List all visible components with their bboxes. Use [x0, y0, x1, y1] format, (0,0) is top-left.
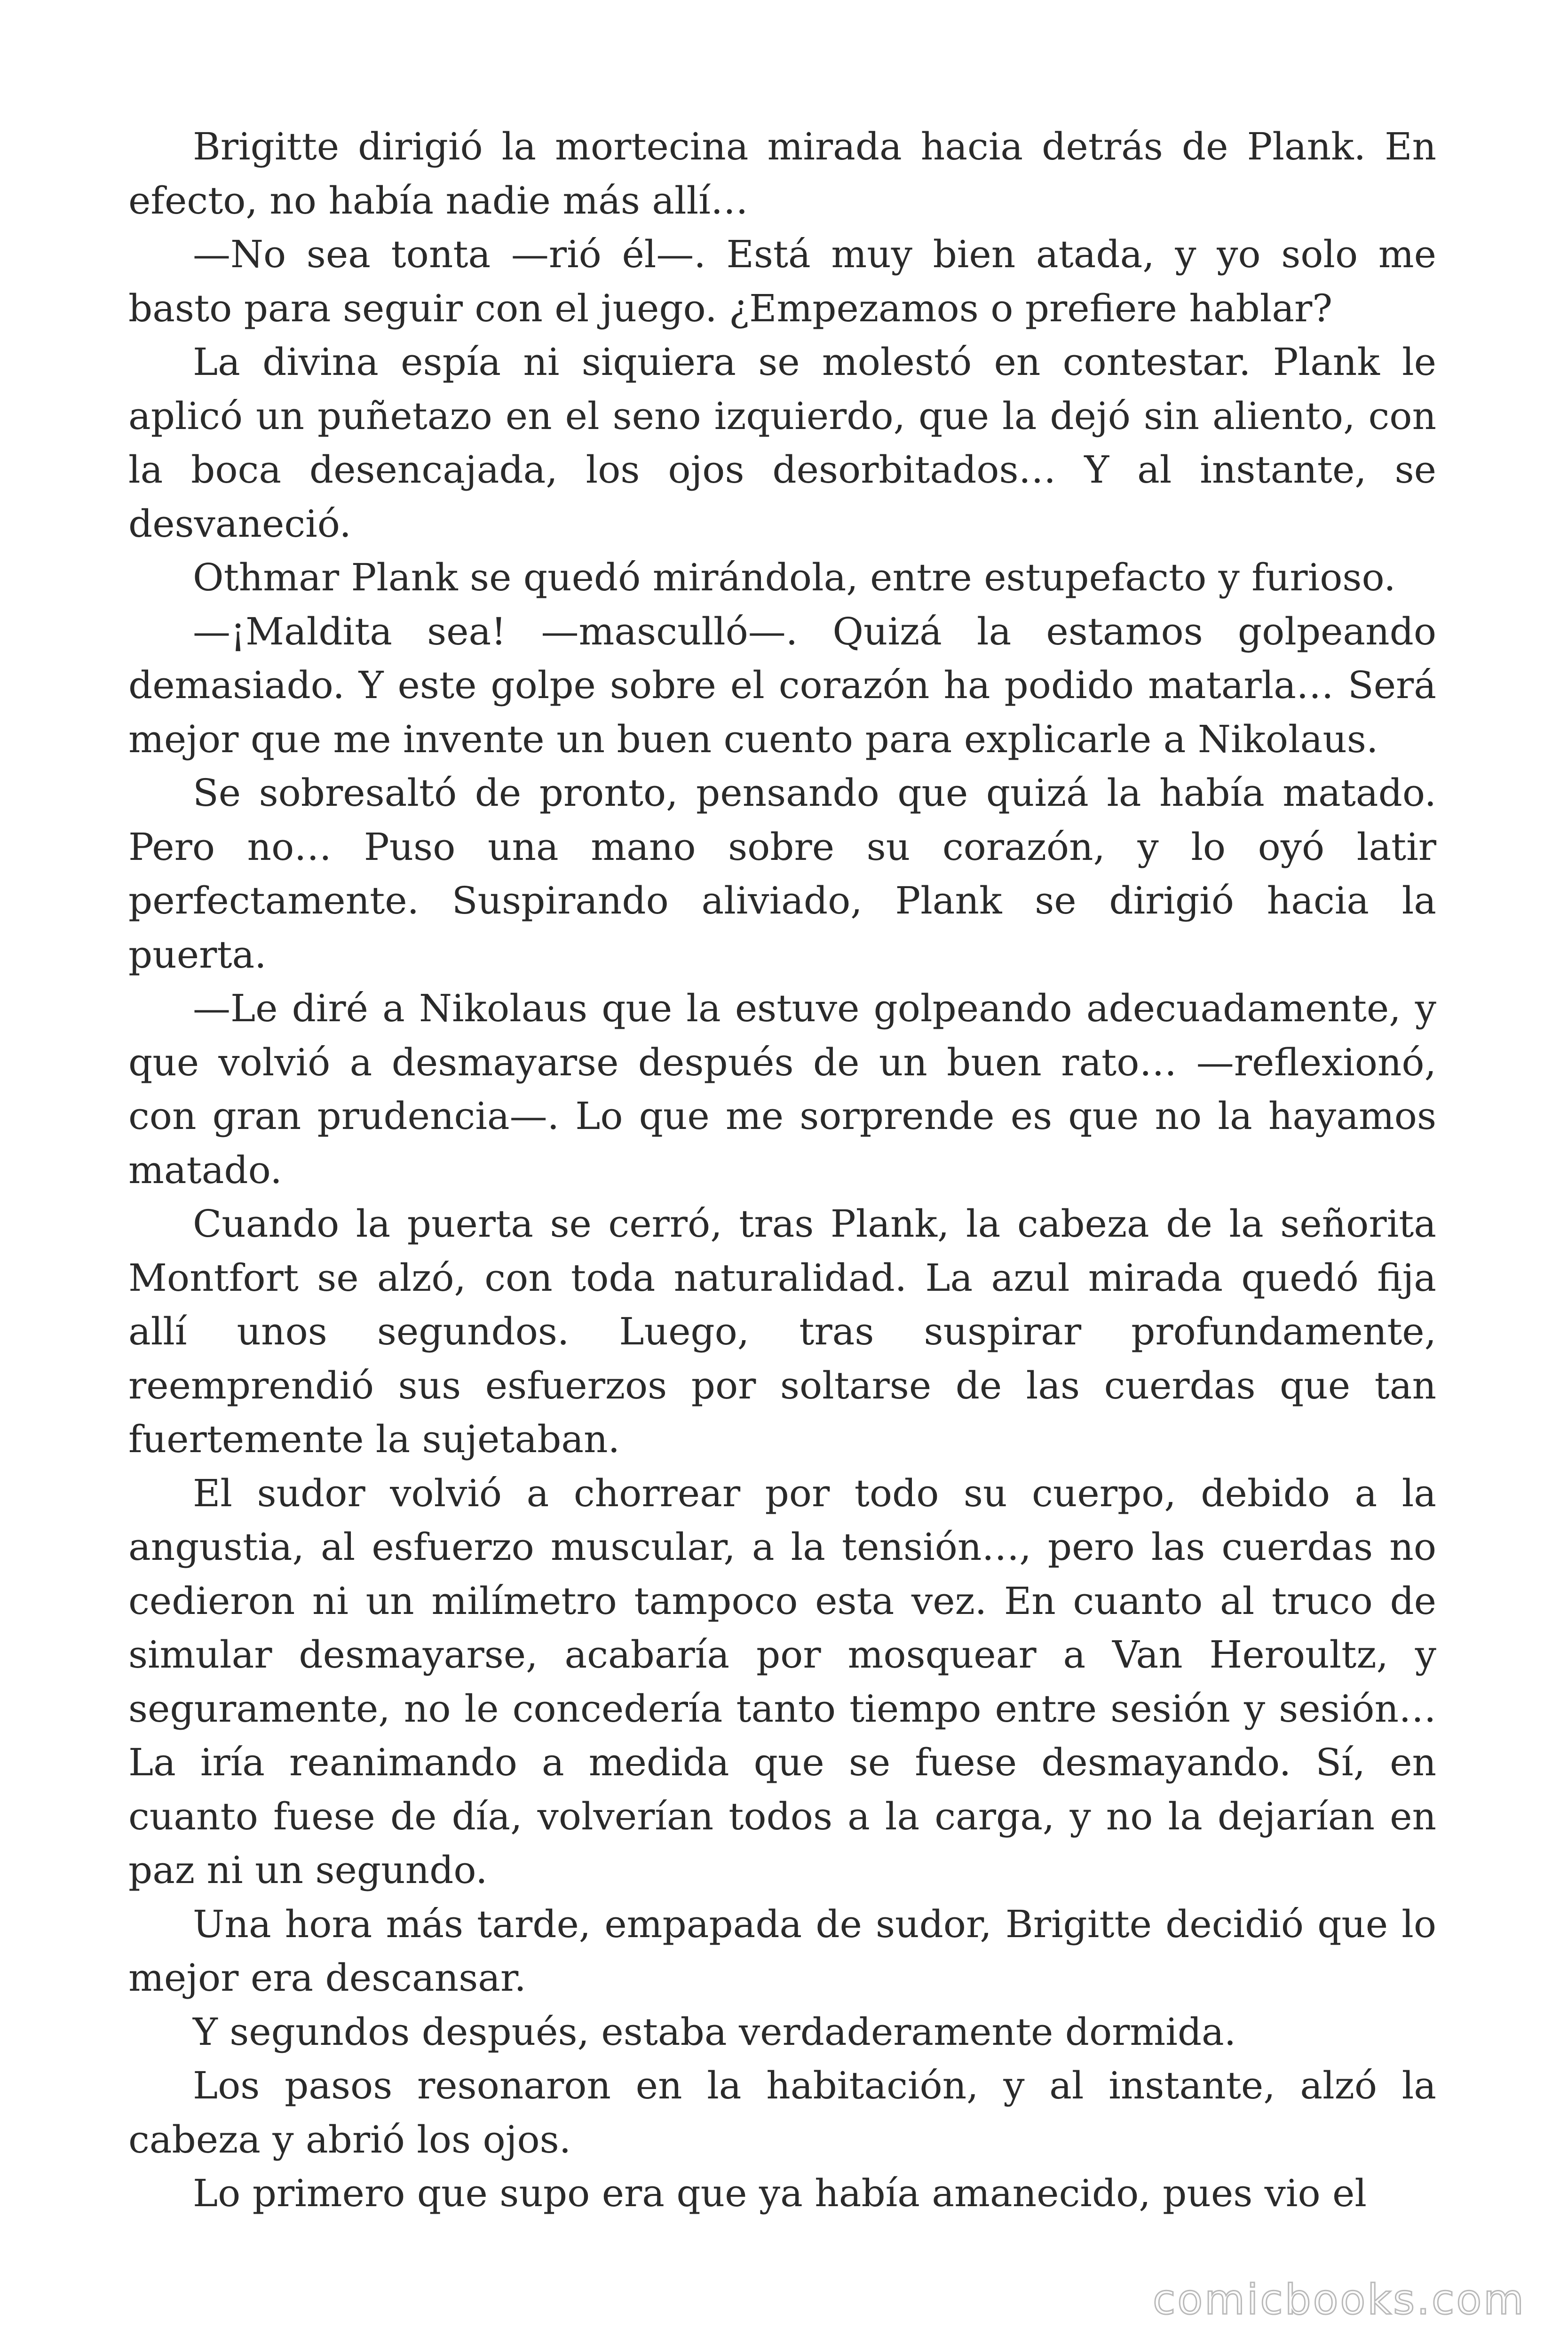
paragraph: Othmar Plank se quedó mirándola, entre estupefacto y furioso. [193, 556, 1396, 599]
paragraph: —Le diré a Nikolaus que la estuve golpeando adecuadamente, y que volvió a desmayarse después de un buen rato… —reflexionó, con gran prudencia—. Lo que me sorprende es que no la hayamos matado. [128, 986, 1436, 1192]
paragraph: Cuando la puerta se cerró, tras Plank, la cabeza de la señorita Montfort se alzó, con toda naturalidad. La azul mirada quedó fija allí unos segundos. Luego, tras suspirar profundamente, reemprendió sus esfuerzos por soltarse de las cuerdas que tan fuertemente la sujetaban. [128, 1202, 1436, 1461]
paragraph: —¡Maldita sea! —masculló—. Quizá la estamos golpeando demasiado. Y este golpe sobre el corazón ha podido matarla… Será mejor que me invente un buen cuento para explicarle a Nikolaus. [128, 609, 1436, 761]
paragraph: Lo primero que supo era que ya había amanecido, pues vio el [193, 2171, 1367, 2215]
body-text [128, 120, 1436, 2221]
paragraph: —No sea tonta —rió él—. Está muy bien atada, y yo solo me basto para seguir con el juego. ¿Empezamos o prefiere hablar? [128, 232, 1436, 330]
paragraph: La divina espía ni siquiera se molestó en contestar. Plank le aplicó un puñetazo en el seno izquierdo, que la dejó sin aliento, con la boca desencajada, los ojos desorbitados… Y al instante, se desvaneció. [128, 340, 1436, 546]
watermark: comicbooks.com [1152, 2275, 1526, 2324]
paragraph: Brigitte dirigió la mortecina mirada hacia detrás de Plank. En efecto, no había nadie más allí… [128, 125, 1436, 222]
paragraph: El sudor volvió a chorrear por todo su cuerpo, debido a la angustia, al esfuerzo muscular, a la tensión…, pero las cuerdas no cedieron ni un milímetro tampoco esta vez. En cuanto al truco de simular desmayarse, acabaría por mosquear a Van Heroultz, y seguramente, no le concedería tanto tiempo entre sesión y sesión… La iría reanimando a medida que se fuese desmayando. Sí, en cuanto fuese de día, volverían todos a la carga, y no la dejarían en paz ni un segundo. [128, 1471, 1436, 1892]
paragraph: Se sobresaltó de pronto, pensando que quizá la había matado. Pero no… Puso una mano sobre su corazón, y lo oyó latir perfectamente. Suspirando aliviado, Plank se dirigió hacia la puerta. [128, 771, 1436, 977]
paragraph: Los pasos resonaron en la habitación, y al instante, alzó la cabeza y abrió los ojos. [128, 2064, 1436, 2161]
paragraph: Y segundos después, estaba verdaderamente dormida. [193, 2010, 1236, 2054]
paragraph: Una hora más tarde, empapada de sudor, Brigitte decidió que lo mejor era descansar. [128, 1902, 1436, 2000]
